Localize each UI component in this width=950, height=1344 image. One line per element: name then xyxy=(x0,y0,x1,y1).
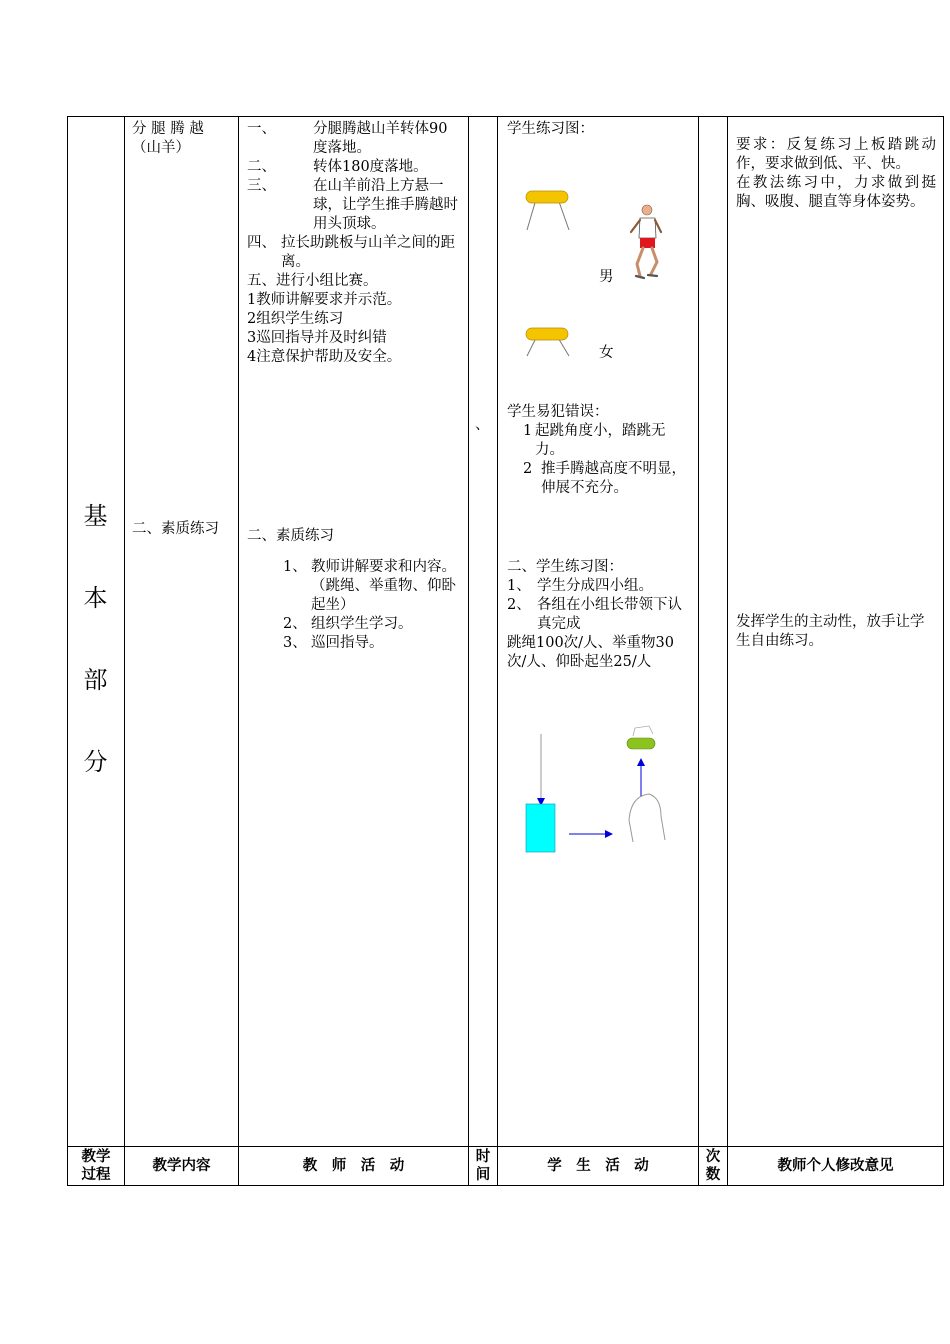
col-border-5 xyxy=(698,116,699,1186)
teacher-step-1: 1教师讲解要求并示范。 xyxy=(247,292,402,308)
student-diagram-1-title: 学生练习图： xyxy=(507,121,594,137)
col-border-4 xyxy=(497,116,498,1186)
section-char-2: 本 xyxy=(83,584,108,612)
curve-path xyxy=(629,794,665,842)
section-char-4: 分 xyxy=(83,748,108,776)
error-2: 2 推手腾越高度不明显，伸展不充分。 xyxy=(523,461,686,496)
mat-block xyxy=(526,804,555,852)
col-border-3 xyxy=(468,116,469,1186)
header-revise: 教师个人修改意见 xyxy=(777,1158,894,1174)
header-content: 教学内容 xyxy=(152,1158,211,1174)
section-char-3: 部 xyxy=(83,666,108,694)
teacher-part2-item-1: 1、 教师讲解要求和内容。（跳绳、举重物、仰卧起坐） xyxy=(283,559,456,613)
content-topic-1: 分 腿 腾 越（山羊） xyxy=(132,121,204,156)
header-student: 学 生 活 动 xyxy=(547,1158,649,1174)
table-top-border xyxy=(67,116,944,117)
revise-note-2: 在教法练习中，力求做到挺胸、吸腹、腿直等身体姿势。 xyxy=(736,175,936,210)
section-char-1: 基 xyxy=(83,502,108,530)
teacher-part-2 xyxy=(247,527,461,653)
ball-target xyxy=(627,738,655,749)
revise-note-3: 发挥学生的主动性，放手让学生自由练习。 xyxy=(736,614,925,649)
diagram-2-title: 二、学生练习图： xyxy=(507,559,623,575)
hang-line xyxy=(633,726,653,736)
teacher-step-4: 4注意保护帮助及安全。 xyxy=(247,349,402,365)
teacher-item-5: 五、进行小组比赛。 xyxy=(247,273,378,289)
col-border-2 xyxy=(238,116,239,1186)
header-time: 时间 xyxy=(475,1149,491,1183)
time-mark: 、 xyxy=(475,417,490,433)
student-step-2: 2、 各组在小组长带领下认真完成 xyxy=(507,597,682,632)
up-arrow-icon xyxy=(637,758,645,766)
header-count: 次数 xyxy=(705,1149,721,1183)
lesson-table xyxy=(67,116,944,1186)
col-border-6 xyxy=(727,116,728,1186)
content-topic-2: 二、素质练习 xyxy=(132,521,219,537)
student-diagram-2 xyxy=(507,558,691,672)
right-arrow-icon xyxy=(605,830,613,838)
teacher-step-2: 2组织学生练习 xyxy=(247,311,344,327)
teacher-part-1 xyxy=(247,120,461,367)
teacher-step-3: 3巡回指导并及时纠错 xyxy=(247,330,387,346)
teacher-part2-item-3: 3、 巡回指导。 xyxy=(283,635,384,651)
female-label: 女 xyxy=(599,345,614,361)
error-1: 1 起跳角度小，踏跳无力。 xyxy=(523,423,666,458)
goat-male xyxy=(526,191,569,230)
header-process: 教学过程 xyxy=(81,1149,111,1183)
male-label: 男 xyxy=(599,269,614,285)
teacher-part2-item-2: 2、 组织学生学习。 xyxy=(283,616,413,632)
col-border-0 xyxy=(67,116,68,1186)
col-border-7 xyxy=(943,116,944,1186)
student-errors xyxy=(507,403,691,498)
errors-title: 学生易犯错误： xyxy=(507,404,609,420)
teacher-item-3: 三、 在山羊前沿上方悬一球，让学生推手腾越时用头顶球。 xyxy=(247,178,458,232)
col-border-1 xyxy=(124,116,125,1186)
student-quota: 跳绳100次/人、举重物30次/人、仰卧起坐25/人 xyxy=(507,635,675,670)
student-step-1: 1、 学生分成四小组。 xyxy=(507,578,653,594)
teacher-item-4: 四、 拉长助跳板与山羊之间的距离。 xyxy=(247,235,455,270)
runner-figure xyxy=(631,205,661,278)
station-diagram xyxy=(507,716,697,866)
teacher-part2-title: 二、素质练习 xyxy=(247,528,334,544)
teacher-item-1: 一、 分腿腾越山羊转体90度落地。 xyxy=(247,121,448,156)
header-teacher: 教 师 活 动 xyxy=(302,1158,405,1174)
revise-note-1: 要求：反复练习上板踏跳动作，要求做到低、平、快。 xyxy=(736,137,936,172)
goat-female xyxy=(526,328,569,356)
teacher-item-2: 二、 转体180度落地。 xyxy=(247,159,428,175)
revise-notes xyxy=(736,136,936,212)
